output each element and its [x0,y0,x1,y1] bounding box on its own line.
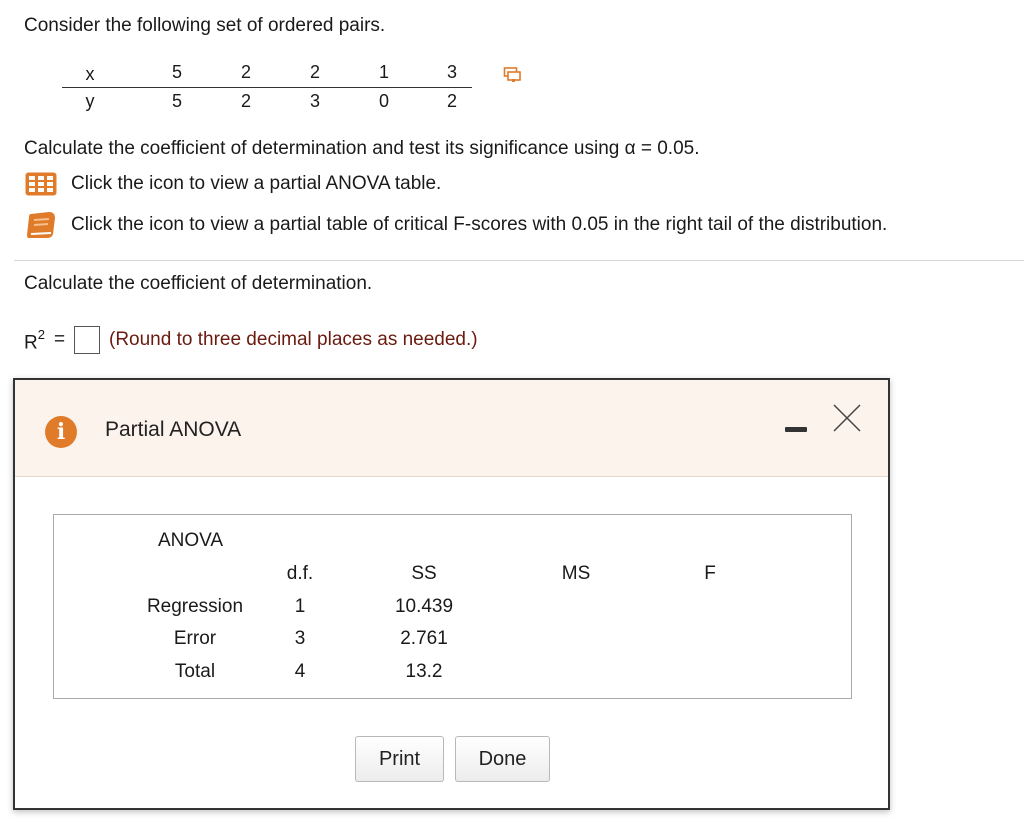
r-letter: R [24,332,38,354]
header-df: d.f. [286,563,314,584]
anova-table [53,514,852,699]
anova-link-text[interactable]: Click the icon to view a partial ANOVA table. [71,173,442,194]
row-source: Total [174,661,216,682]
equals-sign: = [54,329,66,350]
x-value: 1 [378,62,389,82]
r-squared-label [24,329,45,354]
row-source: Regression [146,596,244,617]
x-value: 2 [240,62,251,82]
r-exponent: 2 [37,327,45,342]
header-f: F [704,563,716,584]
y-value: 5 [171,91,182,111]
print-button[interactable]: Print [355,736,444,782]
rounding-hint: (Round to three decimal places as needed.) [109,329,478,350]
critical-table-link-text[interactable]: Click the icon to view a partial table of critical F-scores with 0.05 in the right tail of the distribution. [71,214,888,235]
section-divider [14,260,1024,261]
row-df: 4 [294,661,306,682]
pairs-divider [62,87,472,88]
question-prompt: Calculate the coefficient of determination. [24,273,373,294]
y-label: y [85,91,95,111]
done-button[interactable]: Done [455,736,550,782]
row-ss: 10.439 [394,596,454,617]
close-icon[interactable] [831,402,863,434]
task-text: Calculate the coefficient of determination and test its significance using α = 0.05. [24,138,700,159]
x-label: x [85,64,95,84]
row-ss: 2.761 [400,628,448,649]
r-squared-answer-input[interactable] [74,326,100,354]
y-value: 0 [378,91,389,111]
dialog-header [15,380,888,477]
anova-caption: ANOVA [158,530,224,551]
book-icon[interactable] [25,210,59,240]
x-value: 3 [446,62,457,82]
x-value: 5 [171,62,182,82]
row-source: Error [173,628,217,649]
row-df: 1 [294,596,306,617]
dialog-title: Partial ANOVA [105,418,242,441]
x-value: 2 [309,62,320,82]
minimize-button[interactable] [785,418,809,440]
header-ms: MS [561,563,591,584]
y-value: 2 [446,91,457,111]
copy-data-icon[interactable] [503,65,521,83]
intro-text: Consider the following set of ordered pairs. [24,15,386,36]
info-icon: i [45,416,77,448]
row-df: 3 [294,628,306,649]
header-ss: SS [411,563,437,584]
y-value: 2 [240,91,251,111]
partial-anova-dialog [13,378,890,810]
row-ss: 13.2 [405,661,443,682]
table-grid-icon[interactable] [25,172,57,196]
y-value: 3 [309,91,320,111]
